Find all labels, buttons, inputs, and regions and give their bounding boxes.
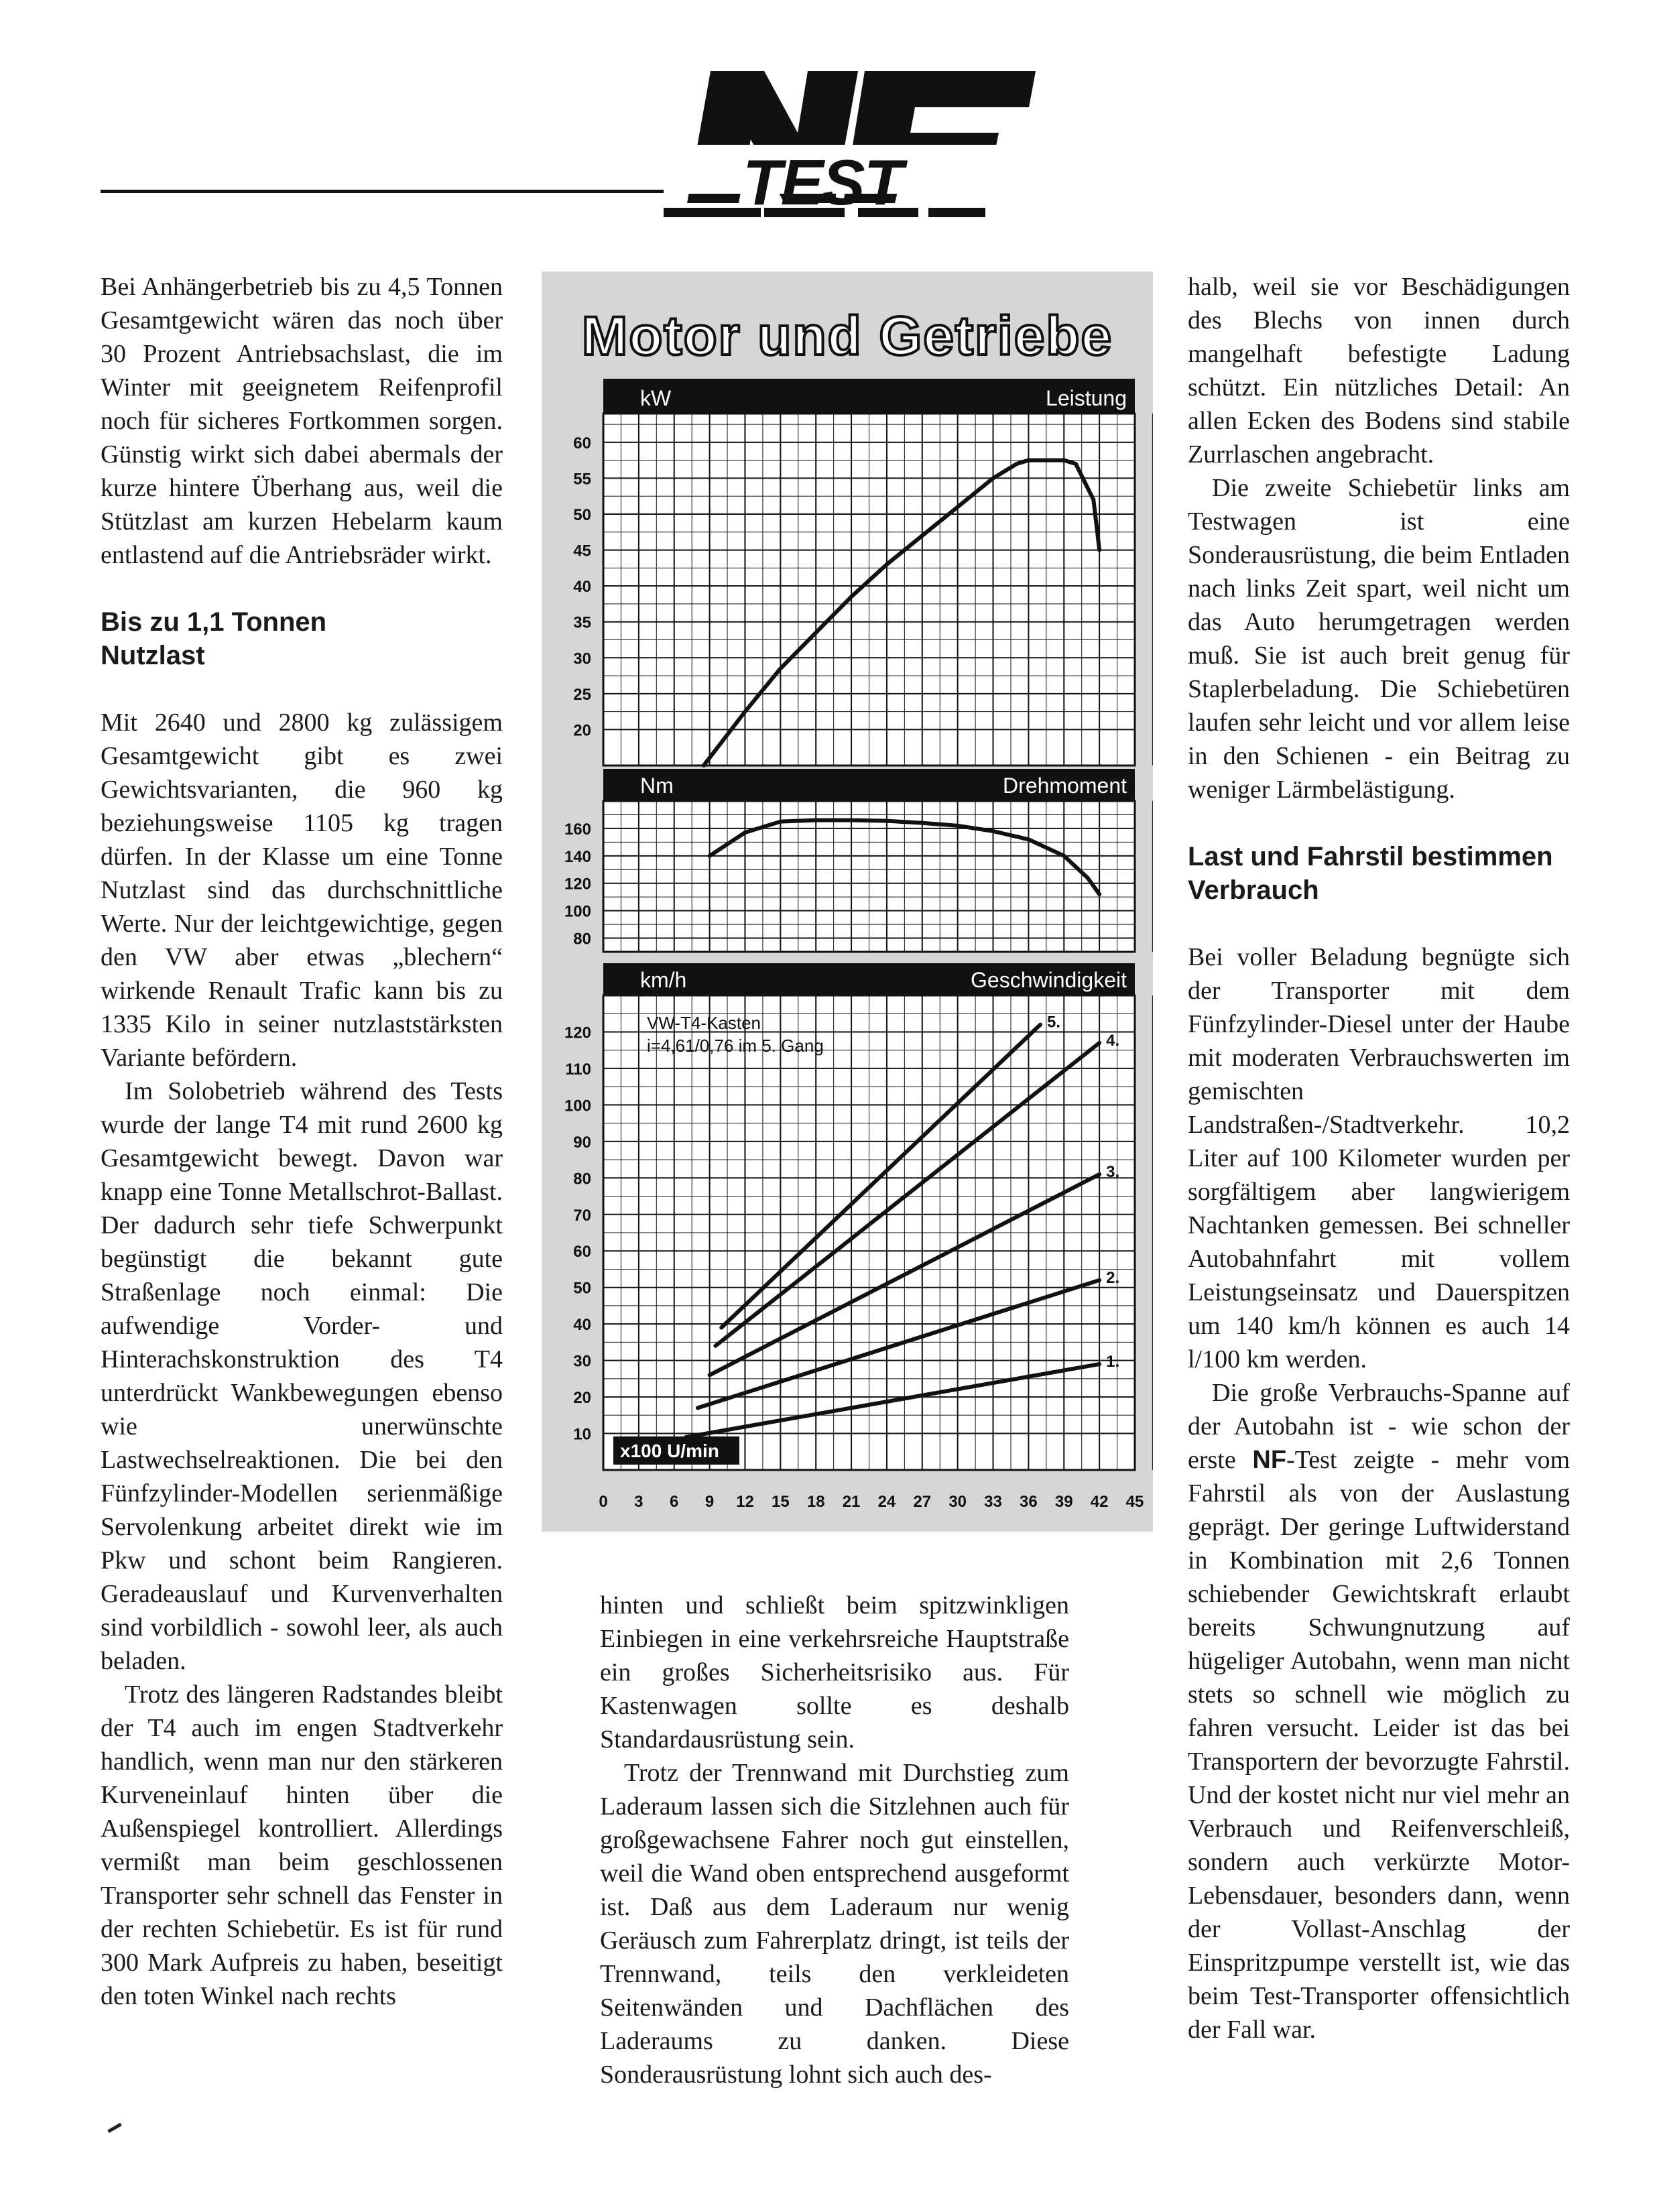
header-rule <box>101 190 664 193</box>
col1-paragraph-4: Trotz des längeren Radstandes bleibt der T4 auch im engen Stadtverkehr handlich, wenn man nur den stärkeren Kurveneinlauf hinten über die Außenspiegel kontrolliert. Allerdings vermißt man beim geschlossenen Transporter sehr schnell das Fenster in der rechten Schiebetür. Es ist für rund 300 Mark Aufpreis zu haben, beseitigt den toten Winkel nach rechts <box>101 1680 503 2010</box>
y-tick-label: 10 <box>573 1425 591 1444</box>
panel-power-label: Leistung <box>1046 386 1127 410</box>
col2-paragraph-2: Trotz der Trennwand mit Durchstieg zum Laderaum lassen sich die Sitzlehnen auch für großgewachsene Fahrer noch gut einstellen, weil die Wand oben entsprechend ausgeformt ist. Daß aus dem Laderaum nur wenig Geräusch zum Fahrerplatz dringt, ist teils der Trennwand, teils den verkleideten Seitenwänden und Dachflächen des Laderaums zu danken. Diese Sonderausrüstung lohnt sich auch des- <box>600 1759 1069 2089</box>
chart-svg <box>542 271 1153 1532</box>
y-tick-label: 20 <box>573 721 591 740</box>
nf-test-logo <box>664 66 1039 227</box>
x-tick-label: 12 <box>736 1493 754 1511</box>
y-tick-label: 140 <box>564 847 591 866</box>
page-mark <box>107 2123 122 2133</box>
x-tick-label: 45 <box>1125 1493 1144 1511</box>
y-tick-label: 35 <box>573 613 591 632</box>
col3-p4-after: -Test zeigte - mehr vom Fahrstil als von der Auslastung geprägt. Der geringe Luftwiderstand in Kombination mit 2,6 Tonnen schiebender Gewichtskraft erlaubt bereits Schwungnutzung auf hügeliger Autobahn, wenn man nicht stets so schnell wie möglich zu fahren versucht. Leider ist das bei Transportern der bevorzugte Fahrstil. Und der kostet nicht nur viel mehr an Verbrauch und Reifenverschleiß, sondern auch verkürzte Motor-Lebensdauer, besonders dann, wenn der Vollast-Anschlag der Einspritzpumpe verstellt ist, wie das beim Test-Transporter offensichtlich der Fall war. <box>1188 1446 1570 2044</box>
y-tick-label: 50 <box>573 506 591 524</box>
x-tick-label: 42 <box>1090 1493 1109 1511</box>
y-tick-label: 100 <box>564 1097 591 1115</box>
y-tick-label: 120 <box>564 1024 591 1042</box>
y-tick-label: 40 <box>573 578 591 597</box>
col3-p4-before: Die große Verbrauchs-Spanne auf der Autobahn ist - wie schon der erste <box>1188 1379 1570 1474</box>
gear-label: 2. <box>1106 1268 1120 1287</box>
y-tick-label: 30 <box>573 1352 591 1371</box>
x-tick-label: 3 <box>634 1493 643 1511</box>
column-3 <box>1188 270 1570 2046</box>
panel-speed-unit: km/h <box>640 968 687 992</box>
y-tick-label: 100 <box>564 902 591 921</box>
x-tick-label: 18 <box>806 1493 825 1511</box>
y-tick-label: 55 <box>573 470 591 489</box>
x-tick-label: 36 <box>1020 1493 1038 1511</box>
x-axis-label: x100 U/min <box>620 1440 719 1461</box>
x-tick-label: 33 <box>984 1493 1002 1511</box>
speed-annotation: VW-T4-Kasten <box>647 1013 761 1033</box>
y-tick-label: 160 <box>564 820 591 839</box>
y-tick-label: 90 <box>573 1133 591 1152</box>
col3-paragraph-1: halb, weil sie vor Beschädigungen des Blechs von innen durch mangelhaft befestigte Ladung schützt. Ein nützliches Detail: An allen Ecken des Bodens sind stabile Zurrlaschen angebracht. <box>1188 273 1570 469</box>
y-tick-label: 60 <box>573 434 591 452</box>
speed-annotation: i=4,61/0,76 im 5. Gang <box>647 1036 824 1056</box>
x-tick-label: 15 <box>771 1493 790 1511</box>
y-tick-label: 50 <box>573 1279 591 1298</box>
x-tick-label: 39 <box>1054 1493 1073 1511</box>
y-tick-label: 120 <box>564 875 591 894</box>
gear-label: 4. <box>1106 1031 1120 1050</box>
column-2 <box>600 1589 1069 2091</box>
col2-paragraph-1: hinten und schließt beim spitzwinkligen Einbiegen in eine verkehrsreiche Hauptstraße ein großes Sicherheitsrisiko aus. Für Kastenwagen sollte es deshalb Standardausrüstung sein. <box>600 1591 1069 1754</box>
y-tick-label: 110 <box>565 1060 591 1079</box>
x-tick-label: 21 <box>842 1493 861 1511</box>
x-tick-label: 9 <box>704 1493 715 1511</box>
panel-torque-unit: Nm <box>640 774 674 798</box>
engine-chart <box>542 271 1153 1532</box>
y-tick-label: 45 <box>573 542 591 560</box>
col3-paragraph-4 <box>1188 1376 1570 2046</box>
y-tick-label: 80 <box>573 930 591 948</box>
col1-paragraph-2: Mit 2640 und 2800 kg zulässigem Gesamtgewicht gibt es zwei Gewichtsvarianten, die 960 kg beziehungsweise 1105 kg tragen dürfen. In der Klasse um eine Tonne Nutzlast sind das durchschnittliche Werte. Nur der leichtgewichtige, gegen den VW aber etwas „blechern“ wirkende Renault Trafic kann bis zu 1335 Kilo in seiner nutzlaststärksten Variante befördern. <box>101 709 503 1072</box>
x-tick-label: 24 <box>877 1493 896 1511</box>
y-tick-label: 70 <box>573 1206 591 1225</box>
col1-paragraph-1: Bei Anhängerbetrieb bis zu 4,5 Tonnen Gesamtgewicht wären das noch über 30 Prozent Antriebsachslast, die im Winter mit geeignetem Reifenprofil noch für sicheres Fortkommen sorgen. Günstig wirkt sich dabei abermals der kurze hintere Überhang aus, weil die Stützlast am kurzen Hebelarm kaum entlastend auf die Antriebsräder wirkt. <box>101 273 503 569</box>
y-tick-label: 40 <box>573 1316 591 1335</box>
panel-torque-label: Drehmoment <box>1003 774 1127 798</box>
x-tick-label: 6 <box>670 1493 679 1511</box>
gear-label: 1. <box>1106 1353 1120 1371</box>
col3-heading: Last und Fahrstil bestimmen Verbrauch <box>1188 842 1553 905</box>
col1-paragraph-3: Im Solobetrieb während des Tests wurde der lange T4 mit rund 2600 kg Gesamtgewicht bewegt. Davon war knapp eine Tonne Metallschrot-Ballast. Der dadurch sehr tiefe Schwerpunkt begünstigt die bekannt gute Straßenlage noch einmal: Die aufwendige Vorder- und Hinterachskonstruktion des T4 unterdrückt Wankbewegungen ebenso wie unerwünschte Lastwechselreaktionen. Die bei den Fünfzylinder-Modellen serienmäßige Servolenkung arbeitet direkt wie im Pkw und schont beim Rangieren. Geradeauslauf und Kurvenverhalten sind vorbildlich - sowohl leer, als auch beladen. <box>101 1077 503 1675</box>
gear-label: 5. <box>1047 1013 1061 1032</box>
col1-heading: Bis zu 1,1 Tonnen Nutzlast <box>101 607 327 670</box>
x-tick-label: 30 <box>948 1493 967 1511</box>
y-tick-label: 25 <box>573 685 591 704</box>
logo-test-word: TEST <box>743 147 902 219</box>
y-tick-label: 20 <box>573 1389 591 1408</box>
x-tick-label: 27 <box>913 1493 932 1511</box>
nf-inline-bold: NF <box>1252 1446 1287 1474</box>
gear-label: 3. <box>1106 1162 1120 1181</box>
y-tick-label: 30 <box>573 650 591 668</box>
column-1 <box>101 270 503 2013</box>
panel-speed-label: Geschwindigkeit <box>971 968 1127 992</box>
y-tick-label: 80 <box>573 1170 591 1188</box>
chart-title: Motor und Getriebe <box>581 306 1113 367</box>
x-tick-label: 0 <box>599 1493 608 1511</box>
y-tick-label: 60 <box>573 1243 591 1262</box>
col3-paragraph-2: Die zweite Schiebetür links am Testwagen ist eine Sonderausrüstung, die beim Entladen nach links Zeit spart, weil nicht um das Auto herumgetragen werden muß. Sie ist auch breit genug für Staplerbeladung. Die Schiebetüren laufen sehr leicht und vor allem leise in den Schienen - ein Beitrag zu weniger Lärmbelästigung. <box>1188 474 1570 804</box>
col3-paragraph-3: Bei voller Beladung begnügte sich der Transporter mit dem Fünfzylinder-Diesel unter der Haube mit moderaten Verbrauchswerten im gemischten Landstraßen-/Stadtverkehr. 10,2 Liter auf 100 Kilometer wurden per sorgfältigem aber langwierigem Nachtanken gemessen. Bei schneller Autobahnfahrt mit vollem Leistungseinsatz und Dauerspitzen um 140 km/h können es auch 14 l/100 km werden. <box>1188 943 1570 1373</box>
panel-power-unit: kW <box>640 386 672 410</box>
